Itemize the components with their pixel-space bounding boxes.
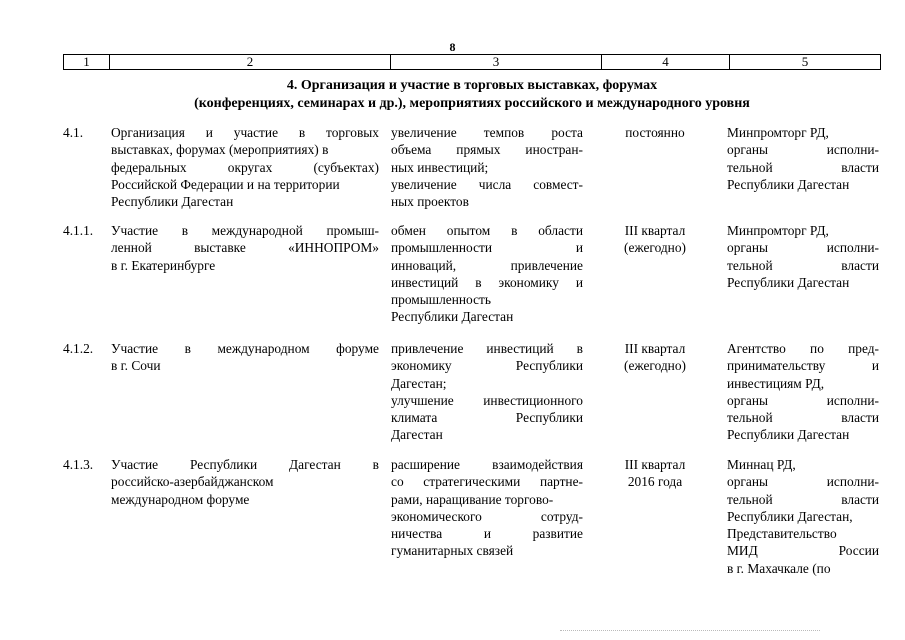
cell-line: органы исполни- <box>727 392 879 408</box>
cell-line: инвестициям РД, <box>727 375 825 391</box>
col-header-5: 5 <box>730 55 881 70</box>
row-number: 4.1. <box>63 125 84 140</box>
cell-line: органы исполни- <box>727 474 879 490</box>
row-number: 4.1.3. <box>63 457 94 472</box>
cell-line: промышленность <box>391 292 491 308</box>
col-header-2: 2 <box>110 55 391 70</box>
cell-line: увеличение числа совмест- <box>391 176 583 192</box>
cell-line: в г. Махачкале (по <box>727 560 831 576</box>
event-name-cell <box>111 222 379 274</box>
cell-line: тельной власти <box>727 257 879 273</box>
cell-line: Минпромторг РД, <box>727 223 829 238</box>
cell-line: климата Республики <box>391 410 583 426</box>
row-number: 4.1.1. <box>63 223 94 238</box>
event-name-cell <box>111 456 379 508</box>
cell-line: Республики Дагестан <box>727 274 850 290</box>
cell-line: обмен опытом в области <box>391 223 583 238</box>
cell-line: инвестиций в экономику и <box>391 274 583 290</box>
cell-line: Республики Дагестан <box>727 176 850 192</box>
cell-line: Республики Дагестан <box>391 309 514 325</box>
cell-line: тельной власти <box>727 410 879 426</box>
goal-cell <box>391 340 583 444</box>
cell-line: Республики Дагестан <box>111 194 234 210</box>
section-title-line2: (конференциях, семинарах и др.), мероприятиях российского и международного уровня <box>194 96 750 111</box>
col-header-3: 3 <box>391 55 602 70</box>
cell-line: Агентство по пред- <box>727 341 879 356</box>
term-cell <box>600 124 710 141</box>
term-cell <box>600 222 710 257</box>
cell-line: увеличение темпов роста <box>391 125 583 140</box>
cell-line: органы исполни- <box>727 142 879 158</box>
column-number-header <box>63 54 881 70</box>
section-title-line1: 4. Организация и участие в торговых выставках, форумах <box>286 78 658 93</box>
goal-cell <box>391 456 583 560</box>
cell-line: Участие Республики Дагестан в <box>111 457 379 472</box>
event-name-cell <box>111 124 379 210</box>
cell-line: Республики Дагестан <box>727 427 850 443</box>
section-title <box>63 77 881 113</box>
cell-line: рами, наращивание торгово- <box>391 491 554 507</box>
cell-line: МИД России <box>727 543 879 559</box>
cell-line: принимательству и <box>727 358 879 374</box>
cell-line: органы исполни- <box>727 240 879 256</box>
cell-line: Участие в международном форуме <box>111 341 379 356</box>
cell-line: российско-азербайджанском <box>111 474 274 490</box>
cell-line: Российской Федерации и на территории <box>111 176 340 192</box>
cell-line: Представительство <box>727 526 837 542</box>
cell-line: федеральных округах (субъектах) <box>111 159 379 175</box>
cell-line: ных проектов <box>391 194 469 210</box>
cell-line: (ежегодно) <box>623 358 687 374</box>
responsible-cell <box>727 456 879 577</box>
cell-line: Миннац РД, <box>727 457 796 472</box>
cell-line: улучшение инвестиционного <box>391 392 583 408</box>
cell-line: (ежегодно) <box>623 240 687 256</box>
term-cell <box>600 340 710 375</box>
cell-line: Организация и участие в торговых <box>111 125 379 140</box>
cell-line: ных инвестиций; <box>391 159 489 175</box>
cell-line: инноваций, привлечение <box>391 257 583 273</box>
cell-line: экономику Республики <box>391 358 583 374</box>
row-number: 4.1.2. <box>63 341 94 356</box>
cell-line: промышленности и <box>391 240 583 256</box>
cell-line: ничества и развитие <box>391 526 583 542</box>
cell-line: постоянно <box>625 125 685 140</box>
cell-line: Дагестан; <box>391 375 447 391</box>
cell-line: Участие в международной промыш- <box>111 223 379 238</box>
responsible-cell <box>727 124 879 193</box>
cell-line: в г. Екатеринбурге <box>111 257 216 273</box>
responsible-cell <box>727 340 879 444</box>
cell-line: расширение взаимодействия <box>391 457 583 472</box>
cell-line: объема прямых иностран- <box>391 142 583 158</box>
cell-line: 2016 года <box>627 474 683 490</box>
cell-line: выставках, форумах (мероприятиях) в <box>111 142 329 158</box>
col-header-4: 4 <box>602 55 730 70</box>
col-header-1: 1 <box>64 55 110 70</box>
cell-line: тельной власти <box>727 159 879 175</box>
cell-line: III квартал <box>624 457 686 472</box>
cell-line: со стратегическими партне- <box>391 474 583 490</box>
cell-line: тельной власти <box>727 491 879 507</box>
cell-line: Республики Дагестан, <box>727 508 853 524</box>
cell-line: привлечение инвестиций в <box>391 341 583 356</box>
cell-line: Минпромторг РД, <box>727 125 829 140</box>
goal-cell <box>391 222 583 326</box>
scan-artifact <box>560 630 820 635</box>
term-cell <box>600 456 710 491</box>
cell-line: экономического сотруд- <box>391 508 583 524</box>
cell-line: ленной выставке «ИННОПРОМ» <box>111 240 379 256</box>
cell-line: в г. Сочи <box>111 358 161 374</box>
event-name-cell <box>111 340 379 375</box>
cell-line: международном форуме <box>111 491 250 507</box>
responsible-cell <box>727 222 879 291</box>
cell-line: Дагестан <box>391 427 443 443</box>
cell-line: III квартал <box>624 223 686 238</box>
cell-line: III квартал <box>624 341 686 356</box>
page-number: 8 <box>449 40 456 54</box>
goal-cell <box>391 124 583 210</box>
cell-line: гуманитарных связей <box>391 543 514 559</box>
